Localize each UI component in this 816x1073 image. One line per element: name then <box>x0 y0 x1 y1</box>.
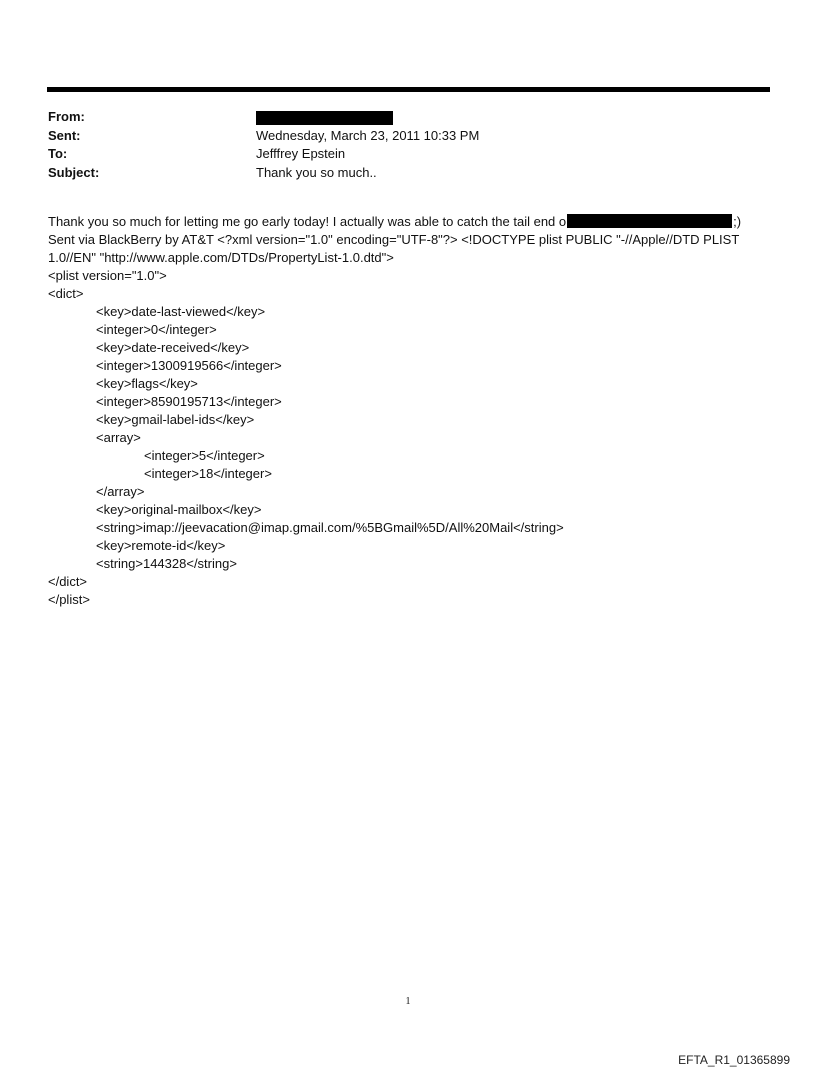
plist-line: <array> <box>96 430 141 445</box>
plist-line: <integer>8590195713</integer> <box>96 394 282 409</box>
bates-number: EFTA_R1_01365899 <box>678 1053 790 1067</box>
sent-value: Wednesday, March 23, 2011 10:33 PM <box>256 127 480 143</box>
page-number: 1 <box>405 996 411 1007</box>
from-redaction-box <box>256 111 393 125</box>
plist-line: <key>original-mailbox</key> <box>96 502 262 517</box>
body-line-1-text: Thank you so much for letting me go early today! I actually was able to catch the tail end o <box>48 214 567 229</box>
plist-line: <dict> <box>48 286 84 301</box>
plist-line: <string>144328</string> <box>96 556 237 571</box>
from-value <box>256 108 393 126</box>
sent-row <box>48 127 748 146</box>
plist-block <box>48 267 564 609</box>
plist-line: <integer>18</integer> <box>144 466 272 481</box>
to-value: Jefffrey Epstein <box>256 146 346 161</box>
sent-label: Sent: <box>48 127 81 143</box>
body-line-1 <box>48 213 768 231</box>
body-line-2: Sent via BlackBerry by AT&T <?xml version="1.0" encoding="UTF-8"?> <!DOCTYPE plist PUBLIC "-//Apple//DTD PLIST <box>48 232 740 247</box>
from-row <box>48 108 748 127</box>
header-divider-rule <box>47 87 770 92</box>
email-body <box>48 213 768 267</box>
plist-line: <key>flags</key> <box>96 376 198 391</box>
body-line-3: 1.0//EN" "http://www.apple.com/DTDs/PropertyList-1.0.dtd"> <box>48 250 394 265</box>
plist-line: <string>imap://jeevacation@imap.gmail.com/%5BGmail%5D/All%20Mail</string> <box>96 520 564 535</box>
plist-line: </dict> <box>48 574 88 589</box>
plist-line: </plist> <box>48 592 90 607</box>
body-redaction-box <box>567 214 732 228</box>
plist-line: </array> <box>96 484 145 499</box>
from-label: From: <box>48 109 85 124</box>
subject-row <box>48 164 748 183</box>
subject-value: Thank you so much.. <box>256 164 377 180</box>
to-label: To: <box>48 146 68 161</box>
plist-line: <integer>1300919566</integer> <box>96 358 282 373</box>
email-header <box>48 108 748 182</box>
plist-line: <key>date-received</key> <box>96 340 250 355</box>
plist-line: <key>gmail-label-ids</key> <box>96 412 255 427</box>
plist-line: <integer>0</integer> <box>96 322 217 337</box>
plist-line: <plist version="1.0"> <box>48 268 167 283</box>
subject-label: Subject: <box>48 164 100 180</box>
plist-line: <key>date-last-viewed</key> <box>96 304 266 319</box>
body-line-1-end: ;) <box>733 214 742 229</box>
to-row <box>48 145 748 164</box>
plist-line: <key>remote-id</key> <box>96 538 226 553</box>
plist-line: <integer>5</integer> <box>144 448 265 463</box>
